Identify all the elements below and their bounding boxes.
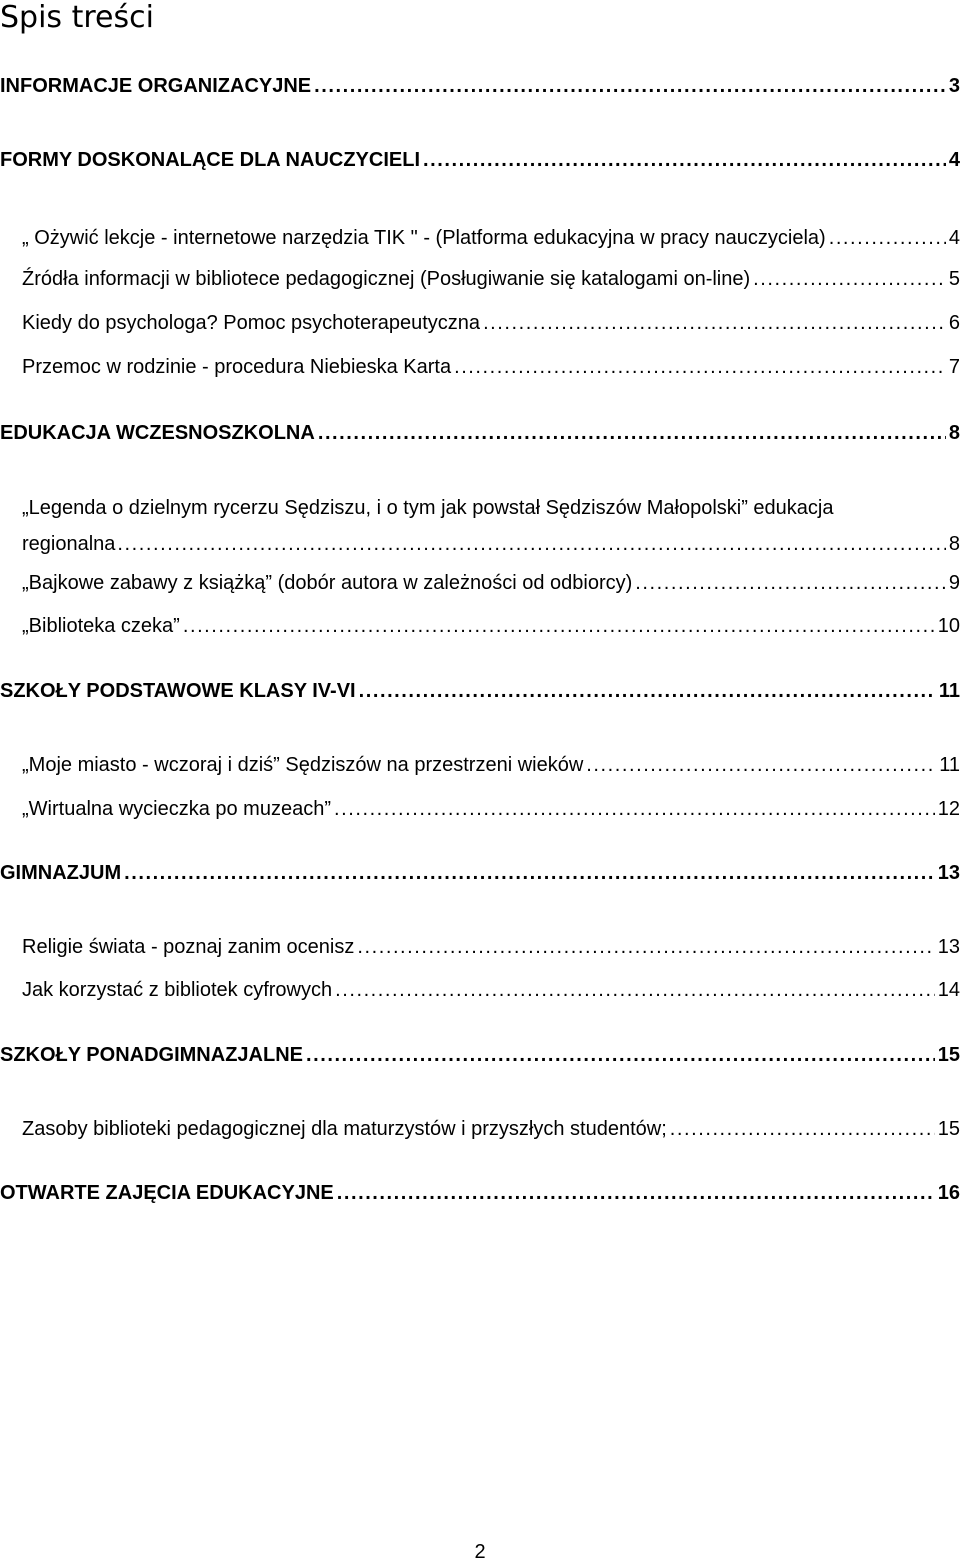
toc-page-number: 11 bbox=[939, 754, 960, 776]
toc-leader bbox=[635, 570, 946, 596]
toc-entry-kiedy[interactable] bbox=[22, 310, 960, 336]
toc-entry-religie[interactable] bbox=[22, 934, 960, 960]
toc-page-number: 7 bbox=[948, 356, 960, 378]
toc-page-number: 15 bbox=[937, 1118, 960, 1140]
toc-leader bbox=[359, 678, 936, 704]
toc-leader bbox=[483, 310, 946, 336]
toc-leader bbox=[423, 147, 946, 173]
toc-leader bbox=[334, 796, 935, 822]
toc-entry-text: Zasoby biblioteki pedagogicznej dla maturzystów i przyszłych studentów; bbox=[22, 1118, 667, 1140]
toc-entry-przemoc[interactable] bbox=[22, 354, 960, 380]
toc-entry-otwarte[interactable] bbox=[0, 1180, 960, 1206]
toc-entry-text: SZKOŁY PONADGIMNAZJALNE bbox=[0, 1044, 303, 1066]
toc-entry-text: Religie świata - poznaj zanim ocenisz bbox=[22, 936, 355, 958]
toc-leader bbox=[586, 752, 936, 778]
toc-entry-text: Jak korzystać z bibliotek cyfrowych bbox=[22, 979, 333, 1001]
toc-page-number: 13 bbox=[937, 936, 960, 958]
toc-page-number: 15 bbox=[937, 1044, 960, 1066]
toc-page-number: 4 bbox=[948, 227, 960, 249]
toc-entry-szkoly-podstawowe[interactable] bbox=[0, 678, 960, 704]
toc-entry-text: Kiedy do psychologa? Pomoc psychoterapeutyczna bbox=[22, 312, 481, 334]
toc-leader bbox=[829, 225, 946, 251]
toc-leader bbox=[753, 266, 946, 292]
toc-page-number: 12 bbox=[937, 798, 960, 820]
toc-page-number: 6 bbox=[948, 312, 960, 334]
toc-page-number: 13 bbox=[937, 862, 960, 884]
toc-page-number: 8 bbox=[948, 533, 960, 555]
toc-leader bbox=[117, 526, 945, 562]
toc-entry-edukacja[interactable] bbox=[0, 420, 960, 446]
page-number-footer: 2 bbox=[474, 1541, 486, 1563]
toc-entry-text: EDUKACJA WCZESNOSZKOLNA bbox=[0, 422, 315, 444]
toc-leader bbox=[670, 1116, 935, 1142]
toc-entry-text: „Biblioteka czeka” bbox=[22, 615, 180, 637]
toc-entry-gimnazjum[interactable] bbox=[0, 860, 960, 886]
toc-entry-ozywic[interactable] bbox=[22, 225, 960, 251]
toc-entry-zasoby[interactable] bbox=[22, 1116, 960, 1142]
toc-entry-formy[interactable] bbox=[0, 147, 960, 173]
toc-entry-zrodla[interactable] bbox=[22, 266, 960, 292]
toc-entry-text: GIMNAZJUM bbox=[0, 862, 122, 884]
toc-entry-text-line1: „Legenda o dzielnym rycerzu Sędziszu, i o tym jak powstał Sędziszów Małopolski” edukacja bbox=[22, 497, 834, 519]
toc-entry-text: Źródła informacji w bibliotece pedagogicznej (Posługiwanie się katalogami on-line) bbox=[22, 268, 751, 290]
toc-page-number: 4 bbox=[948, 149, 960, 171]
toc-leader bbox=[335, 977, 935, 1003]
toc-entry-moje-miasto[interactable] bbox=[22, 752, 960, 778]
toc-entry-text: „Wirtualna wycieczka po muzeach” bbox=[22, 798, 331, 820]
toc-page-number: 10 bbox=[937, 615, 960, 637]
toc-page-number: 14 bbox=[937, 979, 960, 1001]
toc-entry-text: FORMY DOSKONALĄCE DLA NAUCZYCIELI bbox=[0, 149, 420, 171]
toc-entry-text-line2: regionalna bbox=[22, 533, 116, 555]
toc-page-number: 5 bbox=[948, 268, 960, 290]
toc-leader bbox=[318, 420, 946, 446]
toc-entry-ponadgimnazjalne[interactable] bbox=[0, 1042, 960, 1068]
toc-page-number: 9 bbox=[948, 572, 960, 594]
toc-entry-bajkowe[interactable] bbox=[22, 570, 960, 596]
toc-entry-informacje[interactable] bbox=[0, 73, 960, 99]
toc-leader bbox=[454, 354, 946, 380]
toc-entry-text: „Moje miasto - wczoraj i dziś” Sędziszów na przestrzeni wieków bbox=[22, 754, 584, 776]
toc-page-number: 3 bbox=[948, 75, 960, 97]
toc-page-number: 8 bbox=[948, 422, 960, 444]
toc-leader bbox=[306, 1042, 935, 1068]
toc-entry-text: OTWARTE ZAJĘCIA EDUKACYJNE bbox=[0, 1182, 334, 1204]
toc-entry-wirtualna[interactable] bbox=[22, 796, 960, 822]
toc-entry-jak-korzystac[interactable] bbox=[22, 977, 960, 1003]
toc-leader bbox=[337, 1180, 935, 1206]
toc-leader bbox=[314, 73, 946, 99]
toc-leader bbox=[124, 860, 935, 886]
toc-entry-text: SZKOŁY PODSTAWOWE KLASY IV-VI bbox=[0, 680, 356, 702]
toc-entry-text: INFORMACJE ORGANIZACYJNE bbox=[0, 75, 312, 97]
toc-leader bbox=[183, 613, 935, 639]
toc-entry-legenda[interactable] bbox=[22, 490, 960, 562]
toc-entry-text: „ Ożywić lekcje - internetowe narzędzia TIK " - (Platforma edukacyjna w pracy nauczyciela) bbox=[22, 227, 826, 249]
page-title: Spis treści bbox=[0, 0, 154, 35]
toc-entry-text: Przemoc w rodzinie - procedura Niebieska Karta bbox=[22, 356, 452, 378]
toc-entry-biblioteka[interactable] bbox=[22, 613, 960, 639]
toc-leader bbox=[357, 934, 934, 960]
toc-page-number: 16 bbox=[937, 1182, 960, 1204]
toc-page-number: 11 bbox=[938, 680, 960, 702]
toc-entry-text: „Bajkowe zabawy z książką” (dobór autora w zależności od odbiorcy) bbox=[22, 572, 633, 594]
